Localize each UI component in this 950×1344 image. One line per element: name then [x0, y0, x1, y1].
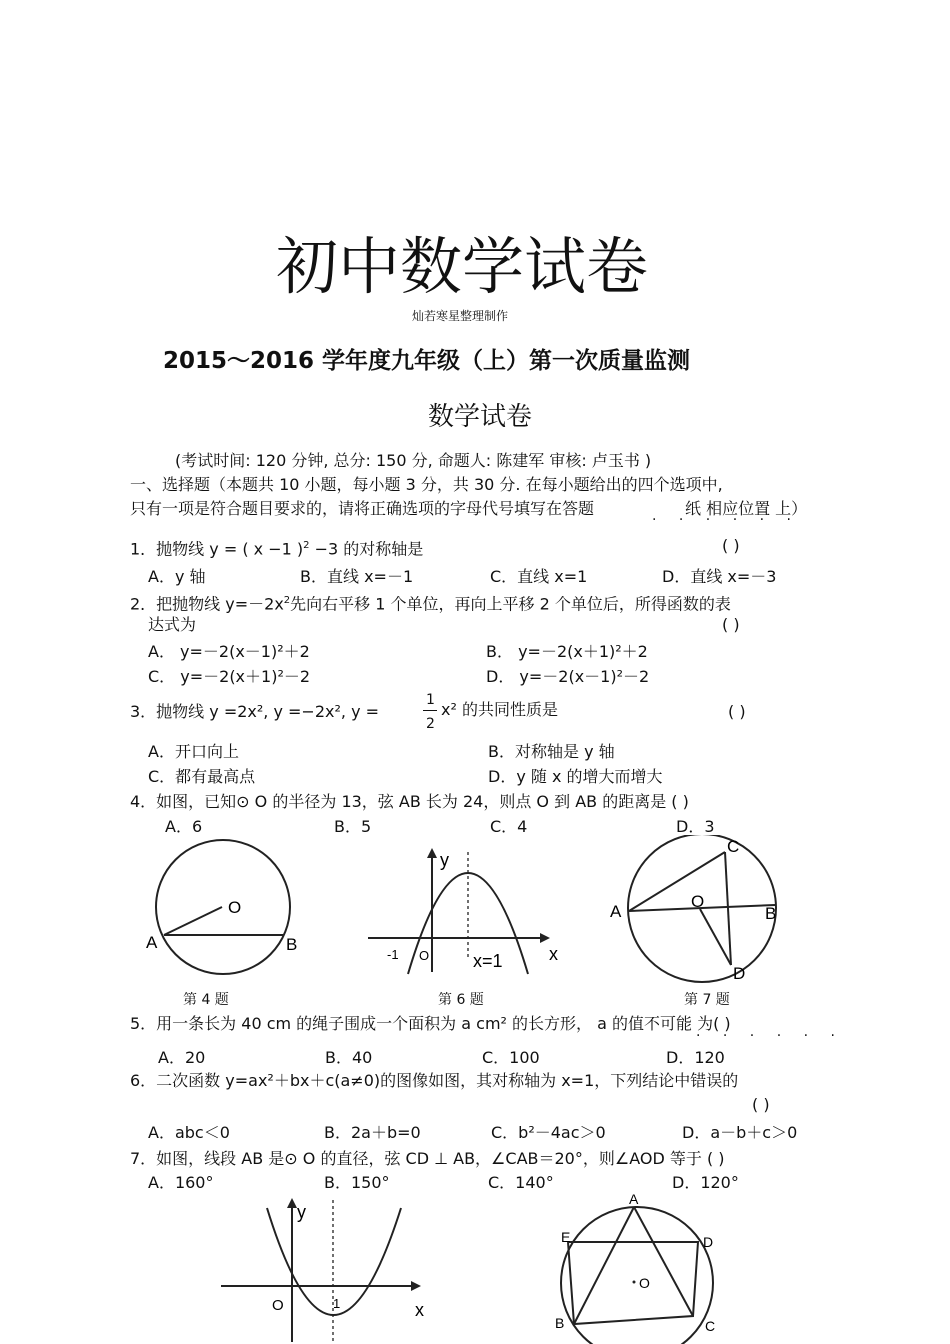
fig-br-label-d: D: [703, 1234, 714, 1250]
fig-br-label-e: E: [561, 1229, 571, 1245]
section1-intro-line2: 只有一项是符合题目要求的，请将正确选项的字母代号填写在答题: [130, 499, 595, 518]
q7-option-b: B．150°: [324, 1173, 390, 1192]
exam-info: (考试时间: 120 分钟, 总分: 150 分, 命题人: 陈建军 审核: 卢玉书 ): [175, 451, 652, 470]
fig7-label-b: B: [765, 904, 777, 923]
q3-option-b: B．对称轴是 y 轴: [488, 742, 615, 761]
q2-option-b: B． y=－2(x＋1)²＋2: [486, 642, 648, 661]
q7-option-d: D．120°: [672, 1173, 739, 1192]
fig6-caption: 第 6 题: [438, 992, 484, 1008]
q2-stem-line2: 达式为: [148, 615, 197, 634]
q3-option-c: C．都有最高点: [148, 767, 256, 786]
q3-fraction-num: 1: [426, 692, 435, 708]
q6-option-d: D．a－b＋c＞0: [682, 1123, 798, 1142]
q1-stem: 1．抛物线 y = ( x −1 )$^2$ −3 的对称轴是: [130, 539, 424, 559]
page-title: 初中数学试卷: [276, 230, 649, 303]
q4-stem: 4．如图，已知⊙ O 的半径为 13，弦 AB 长为 24，则点 O 到 AB 的距离是 ( ): [130, 792, 689, 811]
figure-q6-graph: [215, 1192, 440, 1344]
q2-answer-paren: ( ): [722, 615, 740, 634]
q1-option-b: B．直线 x=－1: [300, 567, 414, 586]
fig6-label-axis: x=1: [473, 951, 503, 971]
fig4-label-b: B: [286, 935, 298, 954]
fig6-label-o: O: [419, 948, 430, 963]
exam-header: 2015～2016 学年度九年级（上）第一次质量监测: [163, 348, 691, 374]
fig7-label-a: A: [610, 902, 622, 921]
q2-option-a: A． y=－2(x－1)²＋2: [148, 642, 310, 661]
q5-option-a: A．20: [158, 1048, 206, 1067]
q3-fraction-bar: [423, 710, 437, 711]
fig6-label-y: y: [440, 850, 449, 870]
fig4-caption: 第 4 题: [183, 992, 229, 1008]
q2-option-d: D． y=－2(x－1)²－2: [486, 667, 650, 686]
fig4-label-o: O: [228, 898, 242, 917]
q2-option-c: C． y=－2(x＋1)²－2: [148, 667, 311, 686]
figure-q7-circle: [605, 835, 790, 985]
fig7-caption: 第 7 题: [684, 992, 730, 1008]
q6-answer-paren: ( ): [752, 1095, 770, 1114]
q6-option-b: B．2a＋b=0: [324, 1123, 421, 1142]
fig-br-label-o: O: [639, 1275, 650, 1291]
fig4-label-a: A: [146, 933, 158, 952]
q3-stem-b: x² 的共同性质是: [441, 700, 558, 719]
figure-q6-parabola: [360, 842, 570, 977]
q3-fraction-den: 2: [426, 716, 435, 732]
fig6-label-x: x: [549, 944, 558, 964]
section1-intro-line2b: 纸 相应位置 上）: [685, 499, 808, 518]
q7-stem: 7．如图，线段 AB 是⊙ O 的直径，弦 CD ⊥ AB，∠CAB＝20°，则∠AOD 等于 ( ): [130, 1149, 725, 1168]
fig-bl-label-y: y: [297, 1202, 306, 1222]
fig7-label-o: O: [691, 892, 705, 911]
q6-option-a: A．abc＜0: [148, 1123, 230, 1142]
figure-q7-inscribed: [550, 1188, 725, 1344]
q6-option-c: C．b²－4ac＞0: [491, 1123, 606, 1142]
q3-stem: 3．抛物线 y =2x², y =−2x², y =: [130, 702, 380, 721]
q5-option-b: B．40: [325, 1048, 373, 1067]
exam-title: 数学试卷: [428, 402, 533, 432]
q5-stem: 5．用一条长为 40 cm 的绳子围成一个面积为 a cm² 的长方形， a 的值不可能 为( ): [130, 1014, 731, 1033]
emphasis-dots: · · · · · ·: [652, 512, 800, 528]
section1-intro-line1: 一、选择题（本题共 10 小题，每小题 3 分，共 30 分. 在每小题给出的四个选项中,: [130, 475, 723, 494]
q3-option-a: A．开口向上: [148, 742, 239, 761]
fig-br-label-b: B: [555, 1315, 565, 1331]
q4-option-b: B．5: [334, 817, 372, 836]
q5-option-d: D．120: [666, 1048, 725, 1067]
fig-bl-label-x: x: [415, 1300, 424, 1320]
q1-answer-paren: ( ): [722, 536, 740, 555]
q1-option-d: D．直线 x=－3: [662, 567, 777, 586]
subtitle: 灿若寒星整理制作: [412, 309, 509, 323]
q4-option-d: D．3: [676, 817, 715, 836]
fig6-label-neg1: -1: [387, 947, 399, 962]
fig7-label-c: C: [727, 837, 740, 856]
q3-answer-paren: ( ): [728, 702, 746, 721]
fig-br-label-a: A: [629, 1191, 639, 1207]
q7-option-a: A．160°: [148, 1173, 214, 1192]
q6-stem: 6．二次函数 y=ax²＋bx＋c(a≠0)的图像如图，其对称轴为 x=1，下列结论中错误的: [130, 1071, 739, 1090]
fig-bl-label-o: O: [272, 1297, 284, 1314]
q1-option-a: A．y 轴: [148, 567, 206, 586]
q7-option-c: C．140°: [488, 1173, 554, 1192]
q5-emphasis-dots: · · · · · ·: [696, 1028, 844, 1044]
q3-option-d: D．y 随 x 的增大而增大: [488, 767, 663, 786]
q4-option-a: A．6: [165, 817, 203, 836]
q2-stem: 2．把抛物线 $y=-2x^2$先向右平移 1 个单位，再向上平移 2 个单位后，所得函数的表: [130, 594, 731, 614]
fig7-label-d: D: [733, 964, 746, 983]
figure-q4-circle: [140, 835, 310, 985]
fig-br-label-c: C: [705, 1318, 716, 1334]
q1-option-c: C．直线 x=1: [490, 567, 588, 586]
q4-option-c: C．4: [490, 817, 528, 836]
fig-bl-label-1: 1: [333, 1296, 341, 1311]
q5-option-c: C．100: [482, 1048, 540, 1067]
